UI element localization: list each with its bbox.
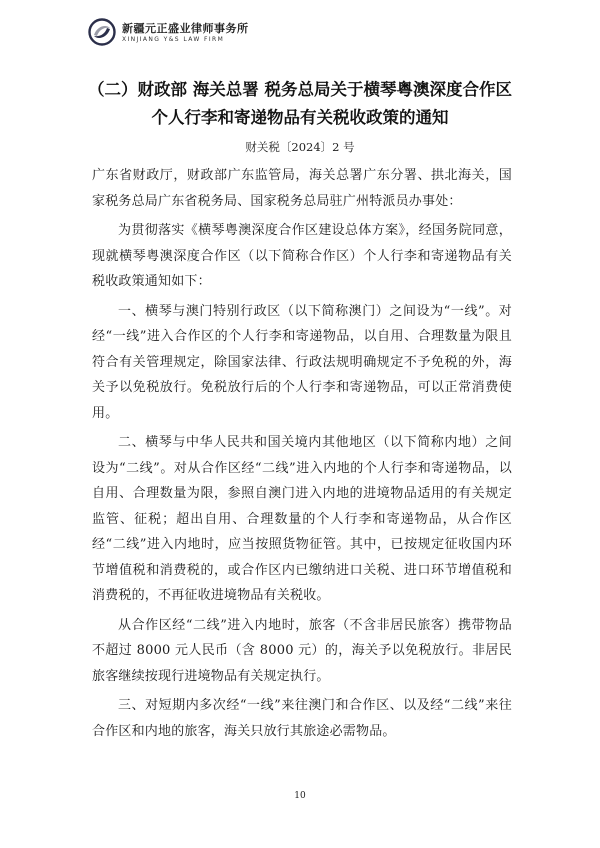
firm-logo-icon	[88, 18, 116, 46]
addressee-paragraph: 广东省财政厅，财政部广东监管局，海关总署广东分署、拱北海关，国家税务总局广东省税务局、国家税务总局驻广州特派员办事处：	[92, 168, 512, 209]
page-number: 10	[294, 791, 306, 801]
document-title-line-1: （二）财政部 海关总署 税务总局关于横琴粤澳深度合作区	[88, 80, 512, 99]
article-3-paragraph: 三、对短期内多次经“一线”来往澳门和合作区、以及经“二线”来往合作区和内地的旅客，海关只放行其旅途必需物品。	[92, 698, 512, 739]
article-2-paragraph: 二、横琴与中华人民共和国关境内其他地区（以下简称内地）之间设为“二线”。对从合作区经“二线”进入内地的个人行李和寄递物品，以自用、合理数量为限，参照自澳门进入内地的进境物品适用的有关规定监管、征税；超出自用、合理数量的个人行李和寄递物品，从合作区经“二线”进入内地时，应当按照货物征管。其中，已按规定征收国内环节增值税和消费税的，或合作区内已缴纳进口关税、进口环节增值税和消费税的，不再征收进境物品有关税收。	[92, 435, 512, 603]
article-1-paragraph: 一、横琴与澳门特别行政区（以下简称澳门）之间设为“一线”。对经“一线”进入合作区的个人行李和寄递物品，以自用、合理数量为限且符合有关管理规定，除国家法律、行政法规明确规定不予免税的外，海关予以免税放行。免税放行后的个人行李和寄递物品，可以正常消费使用。	[92, 303, 512, 421]
document-number: 财关税〔2024〕2 号	[245, 140, 355, 154]
intro-paragraph: 为贯彻落实《横琴粤澳深度合作区建设总体方案》，经国务院同意，现就横琴粤澳深度合作区（以下简称合作区）个人行李和寄递物品有关税收政策通知如下：	[92, 223, 512, 289]
firm-header	[88, 16, 288, 52]
firm-name-cn: 新疆元正盛业律师事务所	[122, 22, 249, 35]
article-2-supplement-paragraph: 从合作区经“二线”进入内地时，旅客（不含非居民旅客）携带物品不超过 8000 元人民币（含 8000 元）的，海关予以免税放行。非居民旅客继续按现行进境物品有关规定执行。	[92, 617, 512, 684]
firm-name-en: XINJIANG Y&S LAW FIRM	[122, 36, 225, 43]
document-body	[92, 163, 512, 744]
document-title-line-2: 个人行李和寄递物品有关税收政策的通知	[151, 108, 449, 127]
